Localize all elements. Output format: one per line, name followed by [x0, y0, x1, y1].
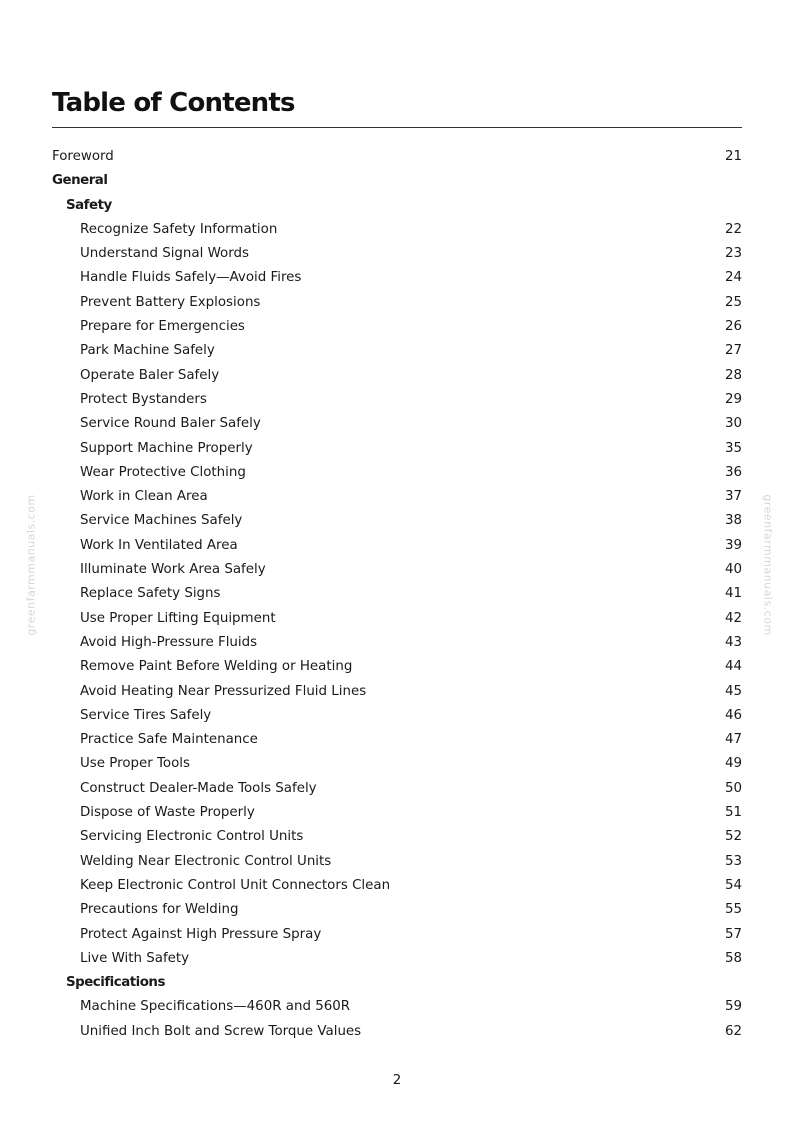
- toc-section-heading: [52, 971, 742, 995]
- toc-entry[interactable]: [52, 923, 742, 947]
- toc-entry[interactable]: [52, 995, 742, 1019]
- toc-entry-page-number: 21: [724, 149, 742, 164]
- toc-entry-page-number: 53: [724, 853, 742, 869]
- toc-section-heading: [52, 194, 742, 218]
- toc-list: [52, 145, 742, 1044]
- page-number: 2: [392, 1073, 402, 1088]
- toc-entry[interactable]: [52, 1020, 742, 1044]
- toc-entry-label: Live With Safety: [80, 950, 190, 966]
- toc-entry[interactable]: [52, 558, 742, 582]
- toc-entry-label: Welding Near Electronic Control Units: [80, 853, 332, 869]
- toc-entry[interactable]: [52, 485, 742, 509]
- toc-entry-label: Handle Fluids Safely—Avoid Fires: [80, 270, 302, 286]
- toc-entry-page-number: 28: [724, 367, 742, 383]
- toc-entry[interactable]: [52, 680, 742, 704]
- toc-entry-page-number: 42: [724, 610, 742, 626]
- toc-entry-page-number: 50: [724, 780, 742, 796]
- toc-entry-page-number: 22: [724, 221, 742, 237]
- toc-entry[interactable]: [52, 825, 742, 849]
- toc-entry[interactable]: [52, 291, 742, 315]
- toc-entry-page-number: 24: [724, 270, 742, 286]
- toc-entry-label: Construct Dealer-Made Tools Safely: [80, 780, 317, 796]
- toc-entry-label: Support Machine Properly: [80, 440, 253, 456]
- toc-entry-label: Work In Ventilated Area: [80, 537, 238, 553]
- toc-entry[interactable]: [52, 315, 742, 339]
- toc-entry[interactable]: [52, 534, 742, 558]
- toc-entry-page-number: 55: [724, 902, 742, 918]
- toc-entry-label: Machine Specifications—460R and 560R: [80, 999, 351, 1015]
- toc-entry[interactable]: [52, 364, 742, 388]
- toc-entry-page-number: 51: [724, 805, 742, 821]
- toc-entry-page-number: 44: [724, 659, 742, 675]
- toc-entry[interactable]: [52, 801, 742, 825]
- toc-entry-page-number: 59: [724, 999, 742, 1015]
- toc-entry[interactable]: [52, 412, 742, 436]
- toc-entry-label: Service Tires Safely: [80, 707, 212, 723]
- toc-entry[interactable]: [52, 655, 742, 679]
- toc-entry-page-number: 38: [724, 513, 742, 529]
- toc-entry-page-number: 49: [724, 756, 742, 772]
- toc-section-heading: [52, 169, 742, 193]
- toc-entry-page-number: 52: [724, 829, 742, 845]
- toc-entry[interactable]: [52, 582, 742, 606]
- toc-entry-page-number: 47: [724, 732, 742, 748]
- toc-entry-page-number: 46: [724, 707, 742, 723]
- toc-entry[interactable]: [52, 874, 742, 898]
- toc-entry-label: Keep Electronic Control Unit Connectors Clean: [80, 877, 391, 893]
- toc-entry-label: Prevent Battery Explosions: [80, 294, 261, 310]
- toc-entry[interactable]: [52, 266, 742, 290]
- toc-entry-page-number: 35: [724, 440, 742, 456]
- toc-entry-label: Foreword: [52, 149, 114, 164]
- toc-entry-page-number: 36: [724, 464, 742, 480]
- toc-entry-label: Dispose of Waste Properly: [80, 805, 255, 821]
- toc-entry-page-number: 40: [724, 562, 742, 578]
- toc-entry-label: Safety: [66, 197, 112, 213]
- toc-entry-page-number: 57: [724, 926, 742, 942]
- toc-entry-label: Avoid Heating Near Pressurized Fluid Lines: [80, 683, 367, 699]
- toc-entry[interactable]: [52, 339, 742, 363]
- toc-entry[interactable]: [52, 461, 742, 485]
- toc-entry-page-number: 37: [724, 489, 742, 505]
- toc-entry-label: General: [52, 173, 108, 189]
- toc-entry-page-number: 54: [724, 877, 742, 893]
- toc-entry-label: Service Round Baler Safely: [80, 416, 261, 432]
- page-title: Table of Contents: [52, 88, 295, 118]
- toc-entry[interactable]: [52, 145, 742, 169]
- toc-entry-page-number: 23: [724, 246, 742, 262]
- toc-entry[interactable]: [52, 631, 742, 655]
- toc-entry[interactable]: [52, 728, 742, 752]
- toc-entry-page-number: 27: [724, 343, 742, 359]
- toc-entry[interactable]: [52, 752, 742, 776]
- toc-entry[interactable]: [52, 242, 742, 266]
- toc-entry-page-number: 58: [724, 950, 742, 966]
- toc-entry-label: Use Proper Tools: [80, 756, 191, 772]
- toc-entry-label: Understand Signal Words: [80, 246, 249, 262]
- toc-entry-label: Protect Against High Pressure Spray: [80, 926, 322, 942]
- toc-entry-page-number: 26: [724, 319, 742, 335]
- toc-entry-page-number: 45: [724, 683, 742, 699]
- toc-entry[interactable]: [52, 607, 742, 631]
- toc-entry-label: Work in Clean Area: [80, 489, 208, 505]
- toc-entry-page-number: 30: [724, 416, 742, 432]
- toc-entry[interactable]: [52, 947, 742, 971]
- toc-entry[interactable]: [52, 704, 742, 728]
- toc-entry-page-number: 39: [724, 537, 742, 553]
- toc-entry-page-number: 29: [724, 391, 742, 407]
- toc-entry[interactable]: [52, 777, 742, 801]
- watermark-left: greenfarmmanuals.com: [24, 494, 38, 636]
- toc-entry-label: Recognize Safety Information: [80, 221, 278, 237]
- toc-entry-label: Avoid High-Pressure Fluids: [80, 634, 258, 650]
- watermark-right: greenfarmmanuals.com: [761, 494, 775, 636]
- toc-entry-label: Use Proper Lifting Equipment: [80, 610, 276, 626]
- toc-entry-label: Precautions for Welding: [80, 902, 239, 918]
- toc-entry[interactable]: [52, 218, 742, 242]
- toc-entry-label: Practice Safe Maintenance: [80, 732, 258, 748]
- toc-entry-label: Remove Paint Before Welding or Heating: [80, 659, 353, 675]
- toc-entry-label: Operate Baler Safely: [80, 367, 220, 383]
- toc-entry-label: Park Machine Safely: [80, 343, 215, 359]
- toc-entry-page-number: 43: [724, 634, 742, 650]
- title-divider: [52, 127, 742, 128]
- toc-entry-label: Specifications: [66, 975, 165, 991]
- toc-entry-label: Prepare for Emergencies: [80, 319, 245, 335]
- toc-entry-label: Protect Bystanders: [80, 391, 207, 407]
- toc-entry-label: Wear Protective Clothing: [80, 464, 246, 480]
- toc-entry-page-number: 41: [724, 586, 742, 602]
- toc-entry[interactable]: [52, 437, 742, 461]
- toc-entry[interactable]: [52, 509, 742, 533]
- toc-entry-label: Replace Safety Signs: [80, 586, 221, 602]
- toc-entry[interactable]: [52, 388, 742, 412]
- toc-entry[interactable]: [52, 898, 742, 922]
- toc-entry[interactable]: [52, 850, 742, 874]
- toc-entry-label: Service Machines Safely: [80, 513, 243, 529]
- toc-entry-page-number: 25: [724, 294, 742, 310]
- toc-entry-label: Illuminate Work Area Safely: [80, 562, 266, 578]
- toc-entry-page-number: 62: [724, 1023, 742, 1039]
- toc-entry-label: Servicing Electronic Control Units: [80, 829, 304, 845]
- toc-entry-label: Unified Inch Bolt and Screw Torque Values: [80, 1023, 362, 1039]
